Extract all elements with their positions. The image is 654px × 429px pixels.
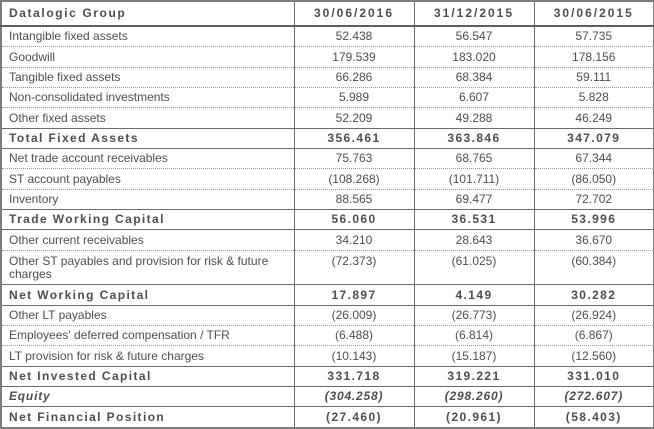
table-row (1, 108, 654, 128)
table-row (1, 169, 654, 189)
table-row (1, 230, 654, 250)
row-label: Other current receivables (1, 230, 294, 250)
row-label: Inventory (1, 189, 294, 209)
row-value: (298.260) (414, 387, 534, 407)
table-row (1, 326, 654, 346)
row-value: (12.560) (534, 346, 654, 366)
row-label: Other LT payables (1, 305, 294, 325)
row-value: (6.488) (294, 326, 414, 346)
row-value: 28.643 (414, 230, 534, 250)
table-row (1, 26, 654, 47)
table-row (1, 47, 654, 67)
row-value: 356.461 (294, 128, 414, 148)
table-header (1, 1, 654, 26)
table-row (1, 67, 654, 87)
row-value: 183.020 (414, 47, 534, 67)
row-value: (101.711) (414, 169, 534, 189)
row-value: (26.773) (414, 305, 534, 325)
row-label: Trade Working Capital (1, 210, 294, 230)
row-value: 68.384 (414, 67, 534, 87)
table-row (1, 285, 654, 305)
row-value: 72.702 (534, 189, 654, 209)
row-value: 56.547 (414, 26, 534, 47)
row-value: 363.846 (414, 128, 534, 148)
row-value: 30.282 (534, 285, 654, 305)
row-value: 52.209 (294, 108, 414, 128)
row-label: Intangible fixed assets (1, 26, 294, 47)
row-value: 331.718 (294, 366, 414, 386)
row-value: 331.010 (534, 366, 654, 386)
table-row (1, 189, 654, 209)
header-col-date-2: 31/12/2015 (414, 1, 534, 26)
row-value: 5.828 (534, 88, 654, 108)
row-label: Other fixed assets (1, 108, 294, 128)
row-value: 57.735 (534, 26, 654, 47)
row-label: Non-consolidated investments (1, 88, 294, 108)
table-row (1, 210, 654, 230)
row-value: 36.670 (534, 230, 654, 250)
row-value: (15.187) (414, 346, 534, 366)
row-value: (60.384) (534, 250, 654, 285)
table-row (1, 387, 654, 407)
row-label: Goodwill (1, 47, 294, 67)
row-value: 36.531 (414, 210, 534, 230)
row-label: Net Financial Position (9, 409, 166, 424)
table-row (1, 128, 654, 148)
row-value: 69.477 (414, 189, 534, 209)
row-value: (6.814) (414, 326, 534, 346)
row-value: 75.763 (294, 149, 414, 169)
row-label: Other ST payables and provision for risk & future charges (1, 250, 294, 285)
row-value: 4.149 (414, 285, 534, 305)
row-value: 88.565 (294, 189, 414, 209)
row-value: 68.765 (414, 149, 534, 169)
table-row (1, 149, 654, 169)
row-value: (86.050) (534, 169, 654, 189)
row-label: LT provision for risk & future charges (1, 346, 294, 366)
table-row (1, 346, 654, 366)
row-value: (61.025) (414, 250, 534, 285)
row-value: (58.403) (534, 407, 654, 428)
row-value: 53.996 (534, 210, 654, 230)
row-value: (26.009) (294, 305, 414, 325)
row-value: (72.373) (294, 250, 414, 285)
row-value: 49.288 (414, 108, 534, 128)
row-value: 178.156 (534, 47, 654, 67)
table-row (1, 366, 654, 386)
row-value: (272.607) (534, 387, 654, 407)
table-row (1, 250, 654, 285)
table-row (1, 407, 654, 428)
header-row (1, 1, 654, 26)
row-value: 67.344 (534, 149, 654, 169)
row-value: (304.258) (294, 387, 414, 407)
row-value: (6.867) (534, 326, 654, 346)
row-value: 6.607 (414, 88, 534, 108)
row-value: 319.221 (414, 366, 534, 386)
row-value: 347.079 (534, 128, 654, 148)
header-col-date-3: 30/06/2015 (534, 1, 654, 26)
row-value: 5.989 (294, 88, 414, 108)
row-value: 59.111 (534, 67, 654, 87)
table-body (1, 26, 654, 428)
row-label: Employees' deferred compensation / TFR (1, 326, 294, 346)
row-value: 66.286 (294, 67, 414, 87)
header-col-date-1: 30/06/2016 (294, 1, 414, 26)
header-title: Datalogic Group (1, 1, 294, 26)
row-value: 52.438 (294, 26, 414, 47)
row-value: 179.539 (294, 47, 414, 67)
row-label: Tangible fixed assets (1, 67, 294, 87)
row-value: 56.060 (294, 210, 414, 230)
row-value: 46.249 (534, 108, 654, 128)
row-value: 34.210 (294, 230, 414, 250)
row-value: (108.268) (294, 169, 414, 189)
row-label: Equity (1, 387, 294, 407)
row-label: Net trade account receivables (1, 149, 294, 169)
row-label: Total Fixed Assets (1, 128, 294, 148)
row-value: (27.460) (294, 407, 414, 428)
row-value: (20.961) (414, 407, 534, 428)
row-value: (10.143) (294, 346, 414, 366)
row-label: ST account payables (1, 169, 294, 189)
row-value: 17.897 (294, 285, 414, 305)
table-row (1, 305, 654, 325)
row-label: Net Invested Capital (1, 366, 294, 386)
row-label: Net Working Capital (1, 285, 294, 305)
row-value: (26.924) (534, 305, 654, 325)
table-row (1, 88, 654, 108)
